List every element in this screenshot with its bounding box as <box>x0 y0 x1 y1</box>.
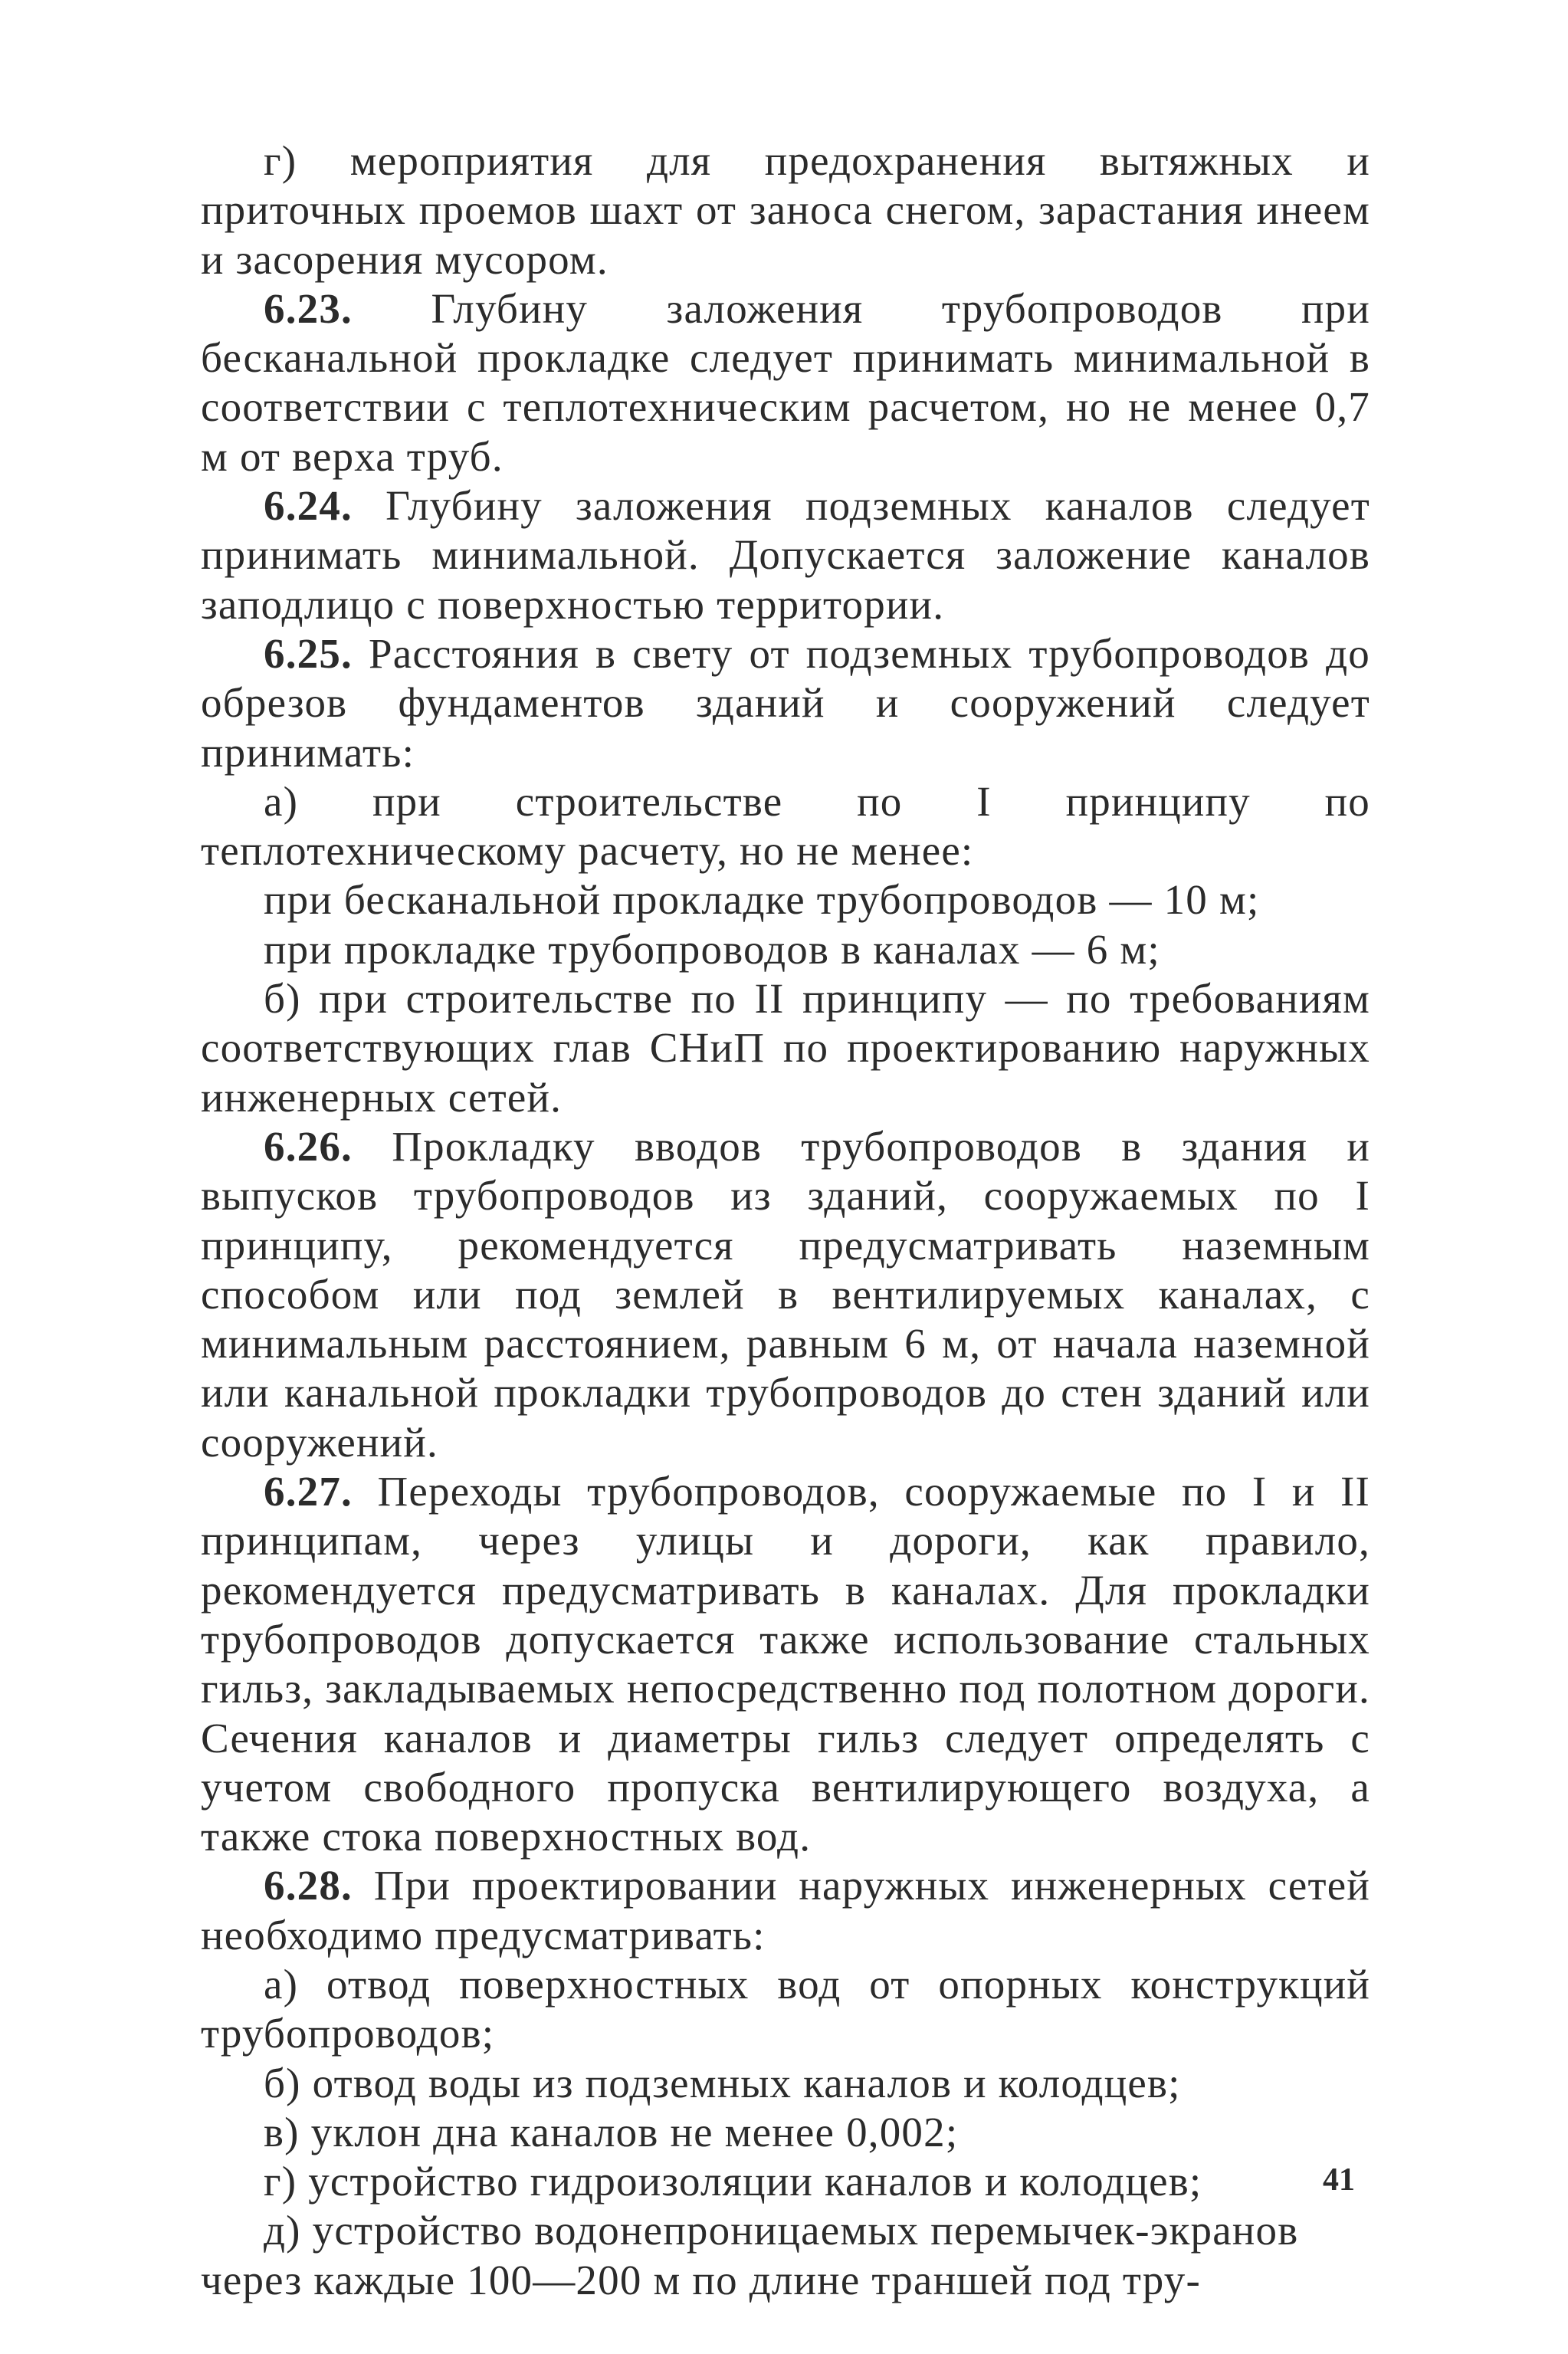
paragraph-6-23: 6.23. Глубину заложения трубопроводов при бесканальной прокладке следует принимать минимальной в соответствии с теплотехническим расчетом, но не менее 0,7 м от верха труб. <box>201 284 1370 480</box>
paragraph-6-25: 6.25. Расстояния в свету от подземных трубопроводов до обрезов фундаментов зданий и сооружений следует принимать: <box>201 629 1370 776</box>
clause-number: 6.28. <box>264 1862 353 1909</box>
clause-number: 6.25. <box>264 629 353 677</box>
clause-number: 6.26. <box>264 1122 353 1170</box>
paragraph-item-v-slope: в) уклон дна каналов не менее 0,002; <box>264 2108 959 2155</box>
paragraph-6-28: 6.28. При проектировании наружных инженерных сетей необходимо предусматривать: <box>201 1862 1370 1958</box>
paragraph-6-27: 6.27. Переходы трубопроводов, сооружаемые по I и II принципам, через улицы и дороги, как правило, рекомендуется предусматривать в каналах. Для прокладки трубопроводов допускается также использование стальных гильз, закладываемых непосредственно под полотном дороги. Сечения каналов и диаметры гильз следует определять с учетом свободного пропуска вентилирующего воздуха, а также стока поверхностных вод. <box>201 1468 1370 1860</box>
paragraph-6-26: 6.26. Прокладку вводов трубопроводов в здания и выпусков трубопроводов из зданий, сооружаемых по I принципу, рекомендуется предусматривать наземным способом или под землей в вентилируемых каналах, с минимальным расстоянием, равным 6 м, от начала наземной или канальной прокладки трубопроводов до стен зданий или сооружений. <box>201 1122 1370 1466</box>
page-body <box>201 136 1370 2305</box>
paragraph-item-d-screens: д) устройство водонепроницаемых перемычек-экранов через каждые 100—200 м по длине траншей под тру- <box>201 2207 1299 2303</box>
page-number: 41 <box>1323 2162 1355 2198</box>
paragraph-item-g-waterproofing: г) устройство гидроизоляции каналов и колодцев; <box>264 2158 1202 2205</box>
paragraph-item-b-drainage: б) отвод воды из подземных каналов и колодцев; <box>264 2059 1181 2106</box>
paragraph-item-a: а) при строительстве по I принципу по теплотехническому расчету, но не менее: <box>201 777 1370 875</box>
paragraph-channel-distance: при прокладке трубопроводов в каналах — 6 м; <box>264 925 1160 973</box>
paragraph-item-g-continuation: г) мероприятия для предохранения вытяжных и приточных проемов шахт от заноса снегом, зарастания инеем и засорения мусором. <box>201 137 1370 283</box>
paragraph-6-24: 6.24. Глубину заложения подземных каналов следует принимать минимальной. Допускается заложение каналов заподлицо с поверхностью территории. <box>201 482 1370 628</box>
paragraph-item-b: б) при строительстве по II принципу — по требованиям соответствующих глав СНиП по проектированию наружных инженерных сетей. <box>201 975 1370 1121</box>
clause-number: 6.24. <box>264 482 353 530</box>
clause-number: 6.27. <box>264 1468 353 1515</box>
clause-number: 6.23. <box>264 284 353 332</box>
paragraph-channelless-distance: при бесканальной прокладке трубопроводов — 10 м; <box>264 876 1260 924</box>
paragraph-item-a-drainage: а) отвод поверхностных вод от опорных конструкций трубопроводов; <box>201 1960 1370 2057</box>
